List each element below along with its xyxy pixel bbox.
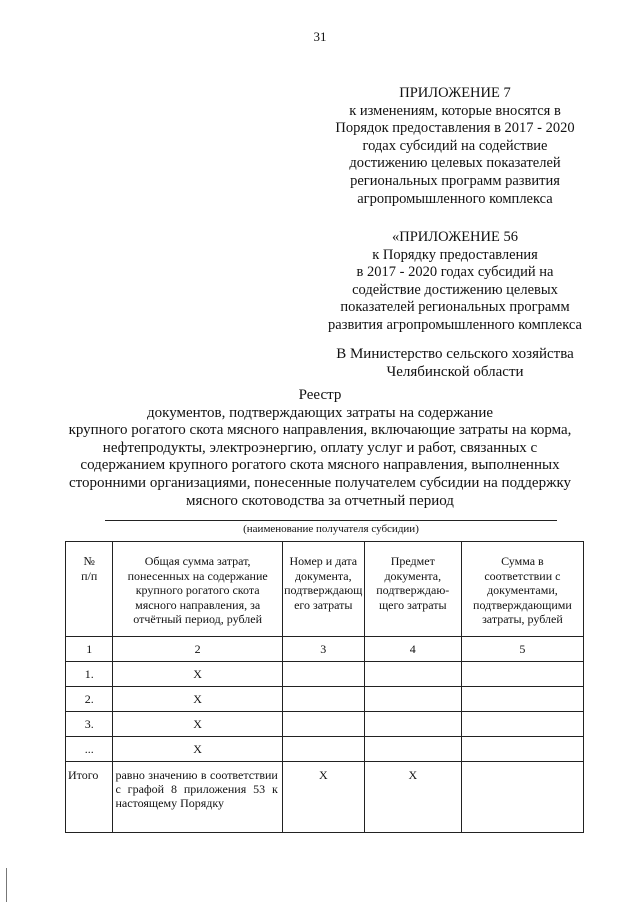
appendix-line: развития агропромышленного комплекса <box>328 316 582 333</box>
title-line: сторонними организациями, понесенные получателем субсидии на поддержку <box>68 474 572 491</box>
ministry-line: В Министерство сельского хозяйства <box>336 346 574 362</box>
title-line: документов, подтверждающих затраты на содержание <box>146 404 494 421</box>
column-number: 4 <box>364 637 461 662</box>
header-cell-total-costs: Общая сумма затрат, понесенных на содержание крупного рогатого скота мясного направления, за отчётный период, рублей <box>113 542 282 637</box>
appendix-line: в 2017 - 2020 годах субсидий на <box>356 264 554 281</box>
row-number: 2. <box>66 687 113 712</box>
table-row <box>66 737 584 762</box>
table-row <box>66 712 584 737</box>
recipient-underline <box>105 520 557 521</box>
column-number: 5 <box>461 637 583 662</box>
total-amount <box>461 762 583 833</box>
appendix-7-heading <box>300 85 610 208</box>
recipient-caption: (наименование получателя субсидии) <box>243 523 419 535</box>
row-doc-number-date <box>282 687 364 712</box>
ministry-addressee <box>300 346 610 381</box>
register-table <box>65 541 584 833</box>
page-number: 31 <box>313 29 327 44</box>
row-amount <box>461 712 583 737</box>
row-total-costs: Х <box>113 737 282 762</box>
row-doc-subject <box>364 662 461 687</box>
row-doc-subject <box>364 687 461 712</box>
column-number-row <box>66 637 584 662</box>
appendix-line: «ПРИЛОЖЕНИЕ 56 <box>392 229 518 245</box>
total-row <box>66 762 584 833</box>
row-doc-subject <box>364 712 461 737</box>
header-cell-amount: Сумма в соответствии с документами, подтверждающими затраты, рублей <box>461 542 583 637</box>
total-doc-number-date: Х <box>282 762 364 833</box>
title-line: Реестр <box>298 387 342 403</box>
title-line: крупного рогатого скота мясного направления, включающие затраты на корма, <box>68 422 572 439</box>
appendix-line: показателей региональных программ <box>340 299 570 316</box>
title-line: мясного скотоводства за отчетный период <box>186 492 454 509</box>
row-total-costs: Х <box>113 662 282 687</box>
appendix-line: агропромышленного комплекса <box>357 190 553 207</box>
appendix-line: Порядок предоставления в 2017 - 2020 <box>335 120 575 137</box>
total-label: Итого <box>66 762 113 833</box>
column-number: 2 <box>113 637 282 662</box>
row-doc-number-date <box>282 712 364 737</box>
row-doc-subject <box>364 737 461 762</box>
ministry-line: Челябинской области <box>386 363 524 380</box>
row-amount <box>461 662 583 687</box>
table-header-row <box>66 542 584 637</box>
title-line: нефтепродукты, электроэнергию, оплату услуг и работ, связанных с <box>102 439 538 456</box>
header-cell-number: № п/п <box>66 542 113 637</box>
table-row <box>66 662 584 687</box>
appendix-line: к изменениям, которые вносятся в <box>349 102 561 119</box>
appendix-line: к Порядку предоставления <box>372 246 538 263</box>
total-description: равно значению в соответствии с графой 8 приложения 53 к настоящему Порядку <box>113 762 282 833</box>
row-doc-number-date <box>282 662 364 687</box>
title-line: содержанием крупного рогатого скота мясного направления, выполненных <box>80 457 560 474</box>
column-number: 1 <box>66 637 113 662</box>
appendix-line: достижению целевых показателей <box>349 155 561 172</box>
appendix-line: региональных программ развития <box>350 172 560 189</box>
register-title <box>40 387 600 510</box>
appendix-line: содействие достижению целевых <box>352 281 558 298</box>
header-cell-doc-number-date: Номер и дата документа, подтверждающ его затраты <box>282 542 364 637</box>
table-row <box>66 687 584 712</box>
row-number: 3. <box>66 712 113 737</box>
appendix-line: годах субсидий на содействие <box>362 137 548 154</box>
header-cell-doc-subject: Предмет документа, подтверждаю- щего затраты <box>364 542 461 637</box>
scan-margin-mark <box>6 868 9 902</box>
row-amount <box>461 737 583 762</box>
row-total-costs: Х <box>113 687 282 712</box>
row-number: 1. <box>66 662 113 687</box>
appendix-line: ПРИЛОЖЕНИЕ 7 <box>399 85 511 101</box>
total-doc-subject: Х <box>364 762 461 833</box>
column-number: 3 <box>282 637 364 662</box>
appendix-56-heading <box>300 229 610 335</box>
row-number: ... <box>66 737 113 762</box>
row-total-costs: Х <box>113 712 282 737</box>
row-amount <box>461 687 583 712</box>
row-doc-number-date <box>282 737 364 762</box>
